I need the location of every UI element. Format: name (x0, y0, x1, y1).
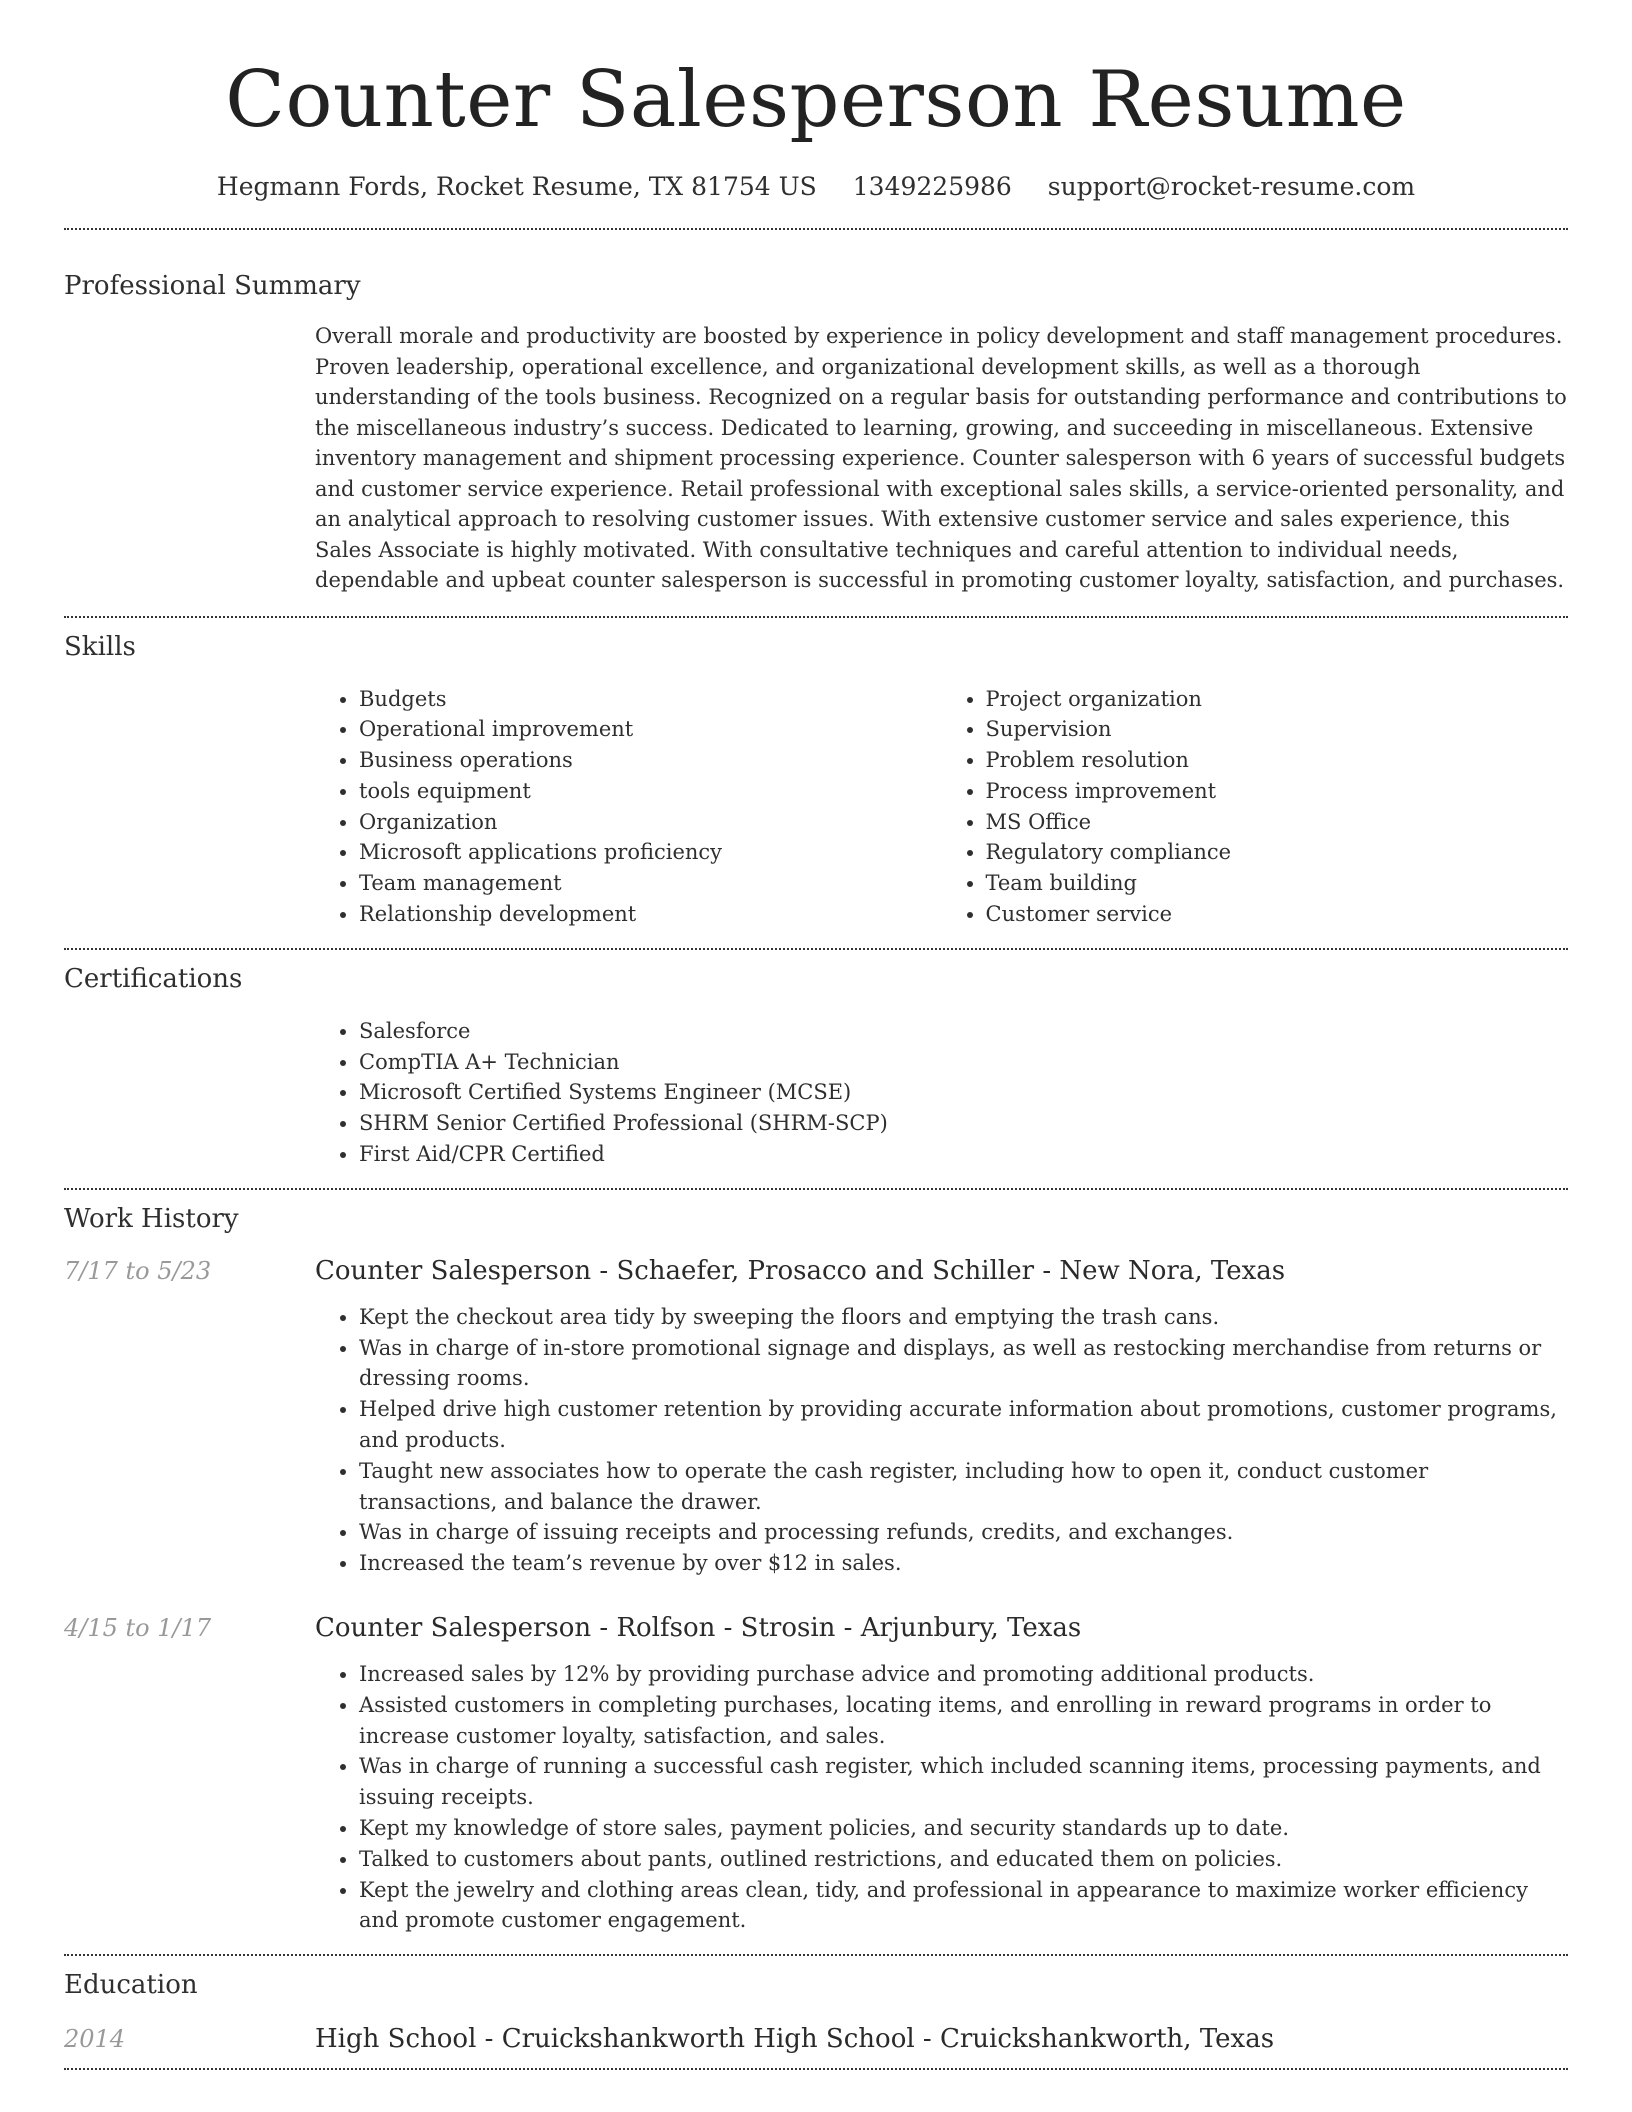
skill-item: • Microsoft applications proficiency (359, 837, 942, 868)
job-duty-item: • Kept my knowledge of store sales, payment policies, and security standards up to date. (359, 1813, 1568, 1844)
education-heading: Education (64, 1970, 198, 2001)
skill-item: • Organization (359, 807, 942, 838)
job-header (64, 1613, 1568, 1643)
certification-item: • SHRM Senior Certified Professional (SHRM-SCP) (359, 1108, 1568, 1139)
skill-item: • tools equipment (359, 776, 942, 807)
job-duties (315, 1302, 1568, 1579)
contact-email: support@rocket-resume.com (1047, 172, 1416, 201)
contact-address: Hegmann Fords, Rocket Resume, TX 81754 US (216, 172, 817, 201)
summary-heading: Professional Summary (64, 271, 361, 301)
skill-item: • Regulatory compliance (986, 837, 1569, 868)
certification-item: • First Aid/CPR Certified (359, 1139, 1568, 1170)
job-title: Counter Salesperson - Schaefer, Prosacco and Schiller - New Nora, Texas (315, 1255, 1286, 1286)
job-duty-item: • Kept the checkout area tidy by sweeping the floors and emptying the trash cans. (359, 1302, 1568, 1333)
certification-item: • Salesforce (359, 1016, 1568, 1047)
education-entry (64, 2024, 1568, 2054)
job-duty-item: • Increased the team’s revenue by over $12 in sales. (359, 1548, 1568, 1579)
skills-list (315, 684, 1568, 930)
skills-right-column (942, 684, 1569, 930)
skill-item: • Process improvement (986, 776, 1569, 807)
skill-item: • MS Office (986, 807, 1569, 838)
certifications-list (315, 1016, 1568, 1170)
skill-item: • Relationship development (359, 899, 942, 930)
job-duty-item: • Helped drive high customer retention by providing accurate information about promotions, customer programs, and products. (359, 1394, 1568, 1456)
section-divider (64, 1188, 1568, 1190)
section-divider (64, 2068, 1568, 2070)
job-duty-item: • Was in charge of in-store promotional signage and displays, as well as restocking merchandise from returns or dressing rooms. (359, 1333, 1568, 1395)
certification-item: • Microsoft Certified Systems Engineer (MCSE) (359, 1077, 1568, 1108)
certification-item: • CompTIA A+ Technician (359, 1047, 1568, 1078)
skill-item: • Team management (359, 868, 942, 899)
skill-item: • Problem resolution (986, 745, 1569, 776)
section-divider (64, 1954, 1568, 1956)
skill-item: • Supervision (986, 714, 1569, 745)
skill-item: • Team building (986, 868, 1569, 899)
skill-item: • Operational improvement (359, 714, 942, 745)
education-title: High School - Cruickshankworth High School - Cruickshankworth, Texas (315, 2024, 1275, 2055)
section-divider (64, 228, 1568, 230)
education-year: 2014 (64, 2025, 126, 2054)
section-divider (64, 948, 1568, 950)
skill-item: • Business operations (359, 745, 942, 776)
contact-line (64, 170, 1568, 204)
job-duty-item: • Was in charge of running a successful cash register, which included scanning items, processing payments, and issuing receipts. (359, 1751, 1568, 1813)
skills-heading: Skills (64, 631, 136, 662)
section-divider (64, 616, 1568, 618)
summary-text: Overall morale and productivity are boosted by experience in policy development and staff management procedures. Proven leadership, operational excellence, and organizational development skills, as well as a thorough understanding of the tools business. Recognized on a regular basis for outstanding performance and contributions to the miscellaneous industry’s success. Dedicated to learning, growing, and succeeding in miscellaneous. Extensive inventory management and shipment processing experience. Counter salesperson with 6 years of successful budgets and customer service experience. Retail professional with exceptional sales skills, a service-oriented personality, and an analytical approach to resolving customer issues. With extensive customer service and sales experience, this Sales Associate is highly motivated. With consultative techniques and careful attention to individual needs, dependable and upbeat counter salesperson is successful in promoting customer loyalty, satisfaction, and purchases. (315, 324, 1567, 592)
job-duty-item: • Was in charge of issuing receipts and processing refunds, credits, and exchanges. (359, 1517, 1568, 1548)
work-history-heading: Work History (64, 1203, 239, 1234)
job-title: Counter Salesperson - Rolfson - Strosin - Arjunbury, Texas (315, 1613, 1082, 1644)
certifications-heading: Certifications (64, 963, 243, 994)
job-duty-item: • Talked to customers about pants, outlined restrictions, and educated them on policies. (359, 1844, 1568, 1875)
job-duty-item: • Taught new associates how to operate the cash register, including how to open it, conduct customer transactions, and balance the drawer. (359, 1456, 1568, 1518)
job-duty-item: • Assisted customers in completing purchases, locating items, and enrolling in reward programs in order to increase customer loyalty, satisfaction, and sales. (359, 1690, 1568, 1752)
skills-left-column (315, 684, 942, 930)
job-duty-item: • Increased sales by 12% by providing purchase advice and promoting additional products. (359, 1659, 1568, 1690)
resume-page (64, 0, 1568, 2070)
job-header (64, 1256, 1568, 1286)
skill-item: • Budgets (359, 684, 942, 715)
job-dates: 4/15 to 1/17 (64, 1614, 212, 1643)
resume-title: Counter Salesperson Resume (225, 55, 1407, 145)
skill-item: • Project organization (986, 684, 1569, 715)
contact-phone: 1349225986 (852, 172, 1012, 201)
skill-item: • Customer service (986, 899, 1569, 930)
job-duty-item: • Kept the jewelry and clothing areas clean, tidy, and professional in appearance to maximize worker efficiency and promote customer engagement. (359, 1875, 1568, 1937)
job-dates: 7/17 to 5/23 (64, 1256, 212, 1285)
job-duties (315, 1659, 1568, 1936)
